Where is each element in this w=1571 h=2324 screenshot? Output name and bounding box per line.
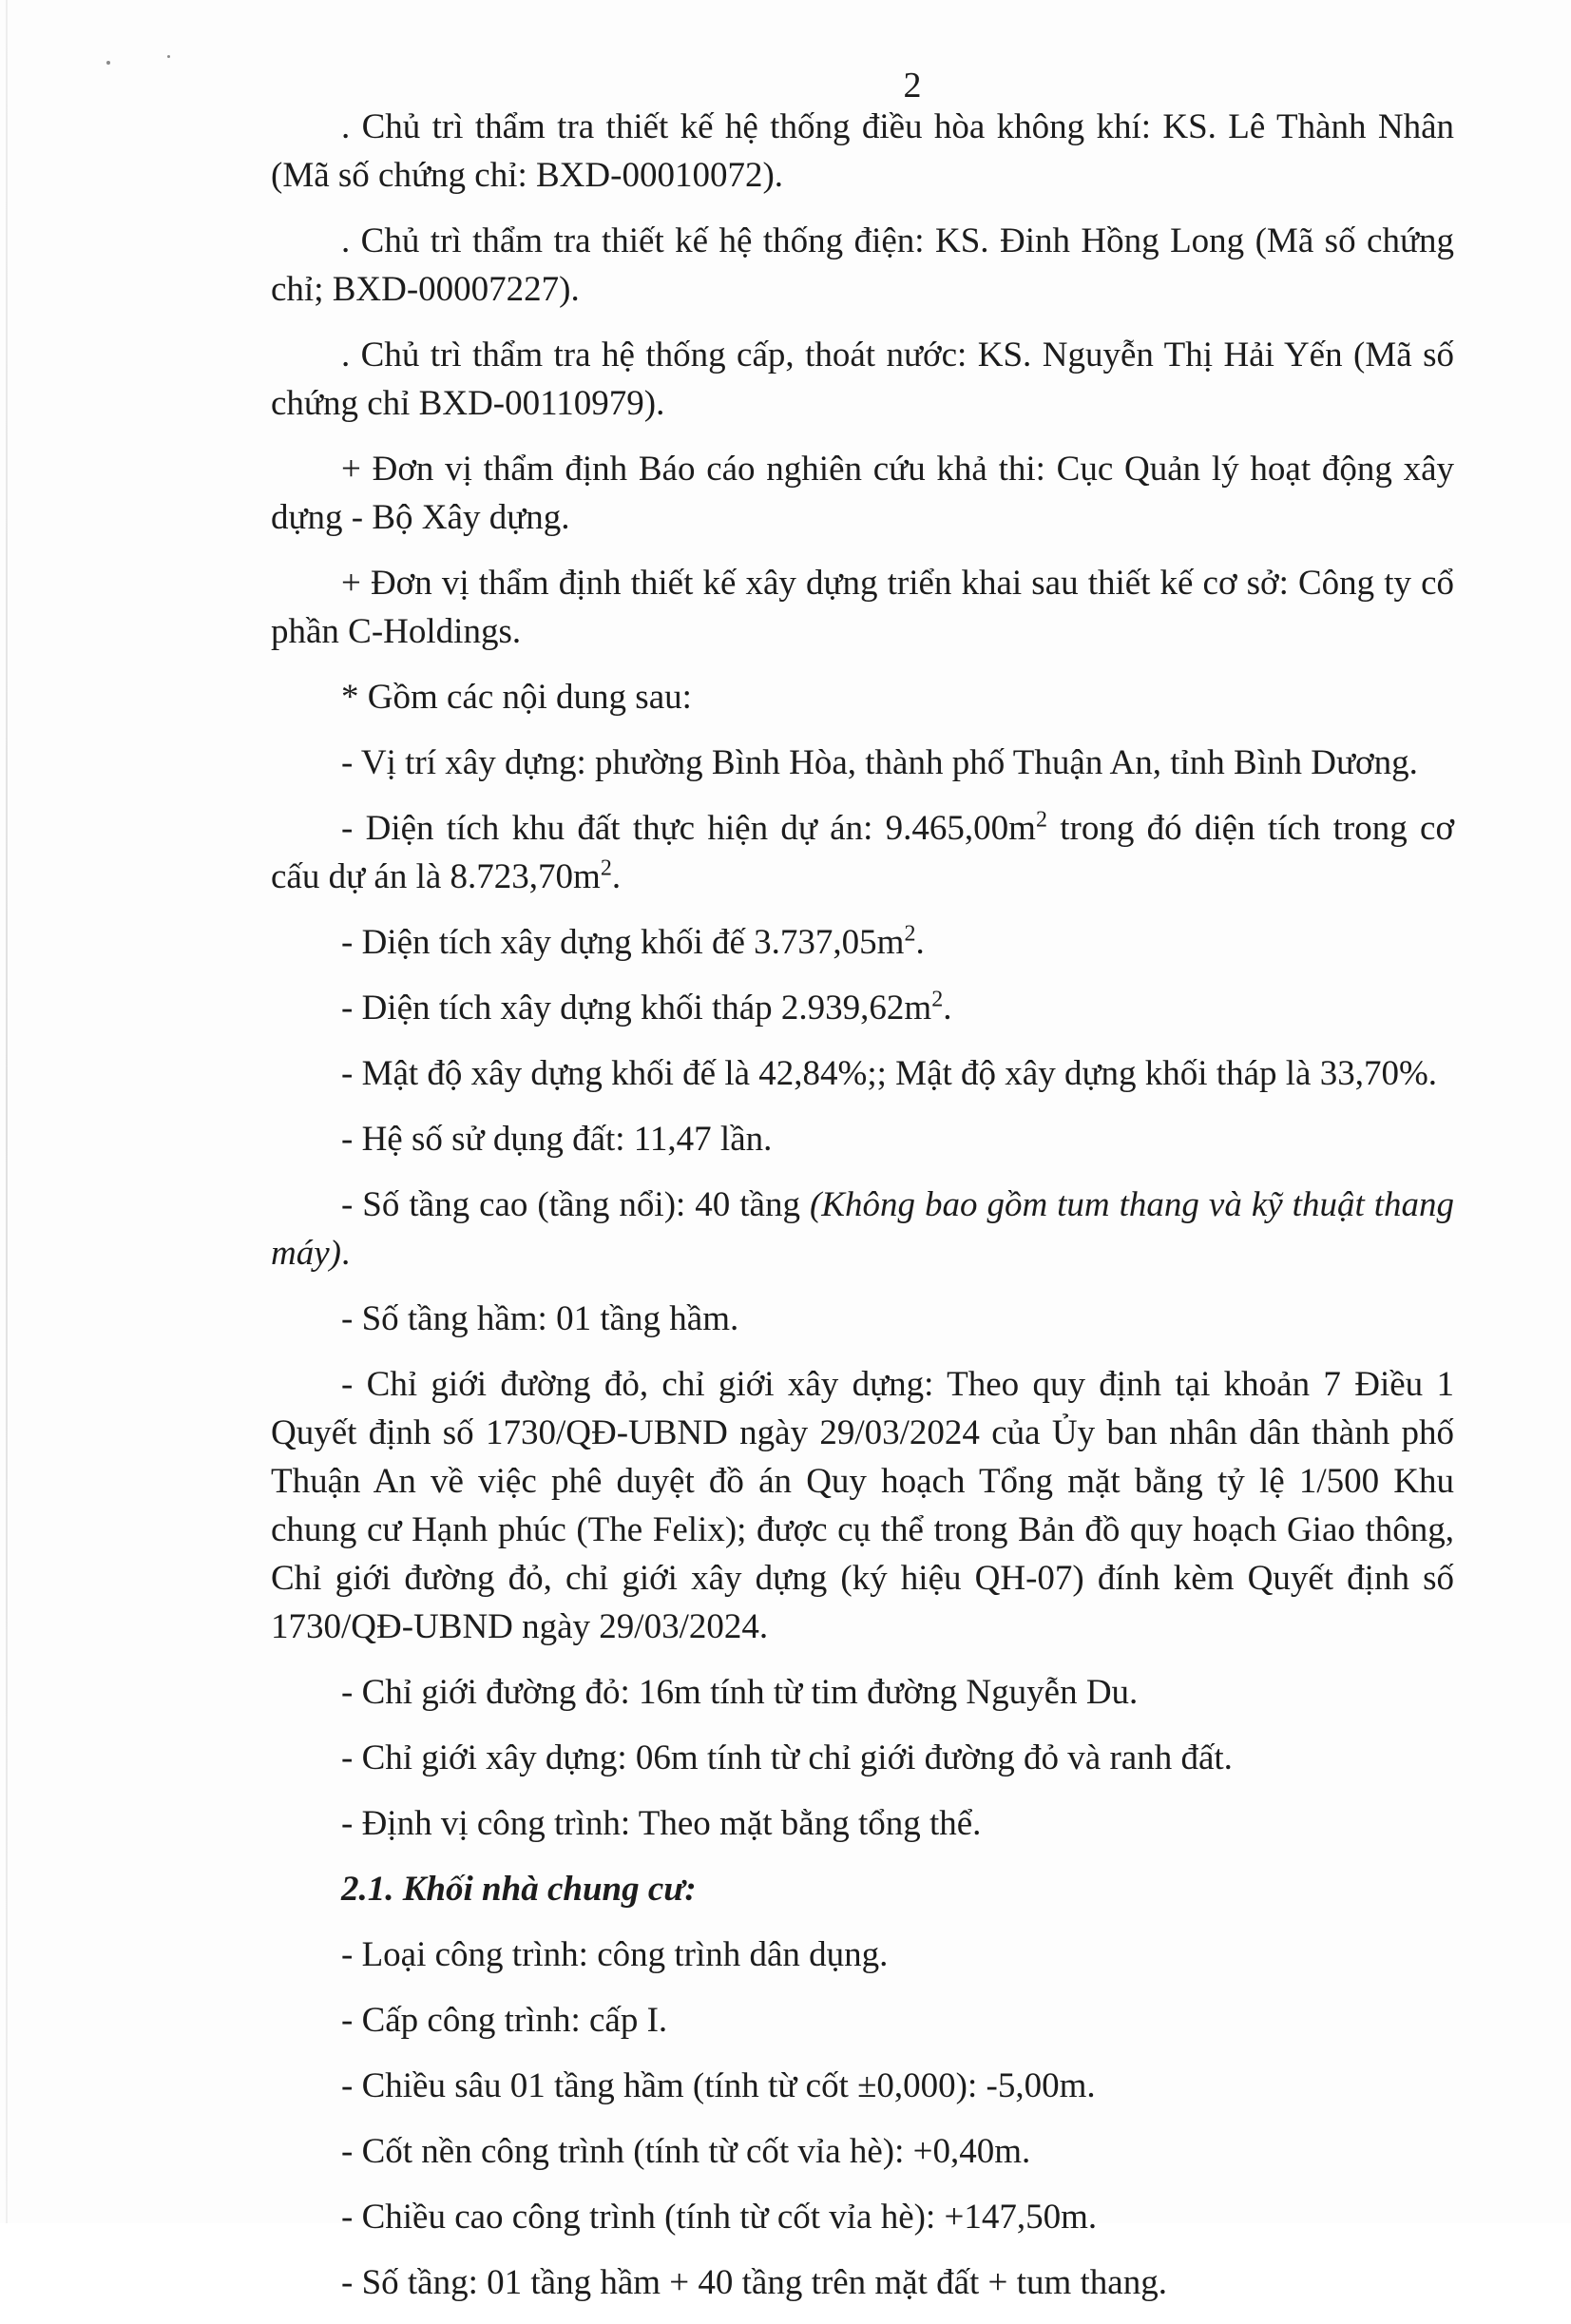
land-area-text-cont: trong đó diện tích trong cơ cấu dự án là 8.723,70m	[271, 809, 1455, 896]
paragraph-basement-depth: - Chiều sâu 01 tầng hầm (tính từ cốt ±0,000): -5,00m.	[341, 2066, 1096, 2105]
paragraph-floor-count	[271, 1181, 1454, 1277]
paragraph-building-height: - Chiều cao công trình (tính từ cốt vỉa hè): +147,50m.	[341, 2198, 1098, 2237]
paragraph-base-area	[271, 918, 1454, 967]
paragraph-building-line: - Chỉ giới xây dựng: 06m tính từ chỉ giới đường đỏ và ranh đất.	[341, 1738, 1233, 1777]
paragraph-floor-level: - Cốt nền công trình (tính từ cốt vỉa hè): +0,40m.	[341, 2132, 1031, 2171]
page-number: 2	[903, 66, 922, 106]
floor-count-note: (Không bao gồm tum thang và kỹ thuật thang máy)	[271, 1185, 1454, 1273]
superscript: 2	[931, 987, 944, 1012]
superscript: 2	[1035, 807, 1047, 833]
section-heading: 2.1. Khối nhà chung cư:	[341, 1870, 697, 1909]
paragraph-building-grade: - Cấp công trình: cấp I.	[341, 2001, 668, 2040]
paragraph-red-line: - Chỉ giới đường đỏ: 16m tính từ tim đường Nguyễn Du.	[341, 1673, 1139, 1712]
period: .	[943, 989, 952, 1028]
period: .	[340, 1234, 351, 1273]
paragraph-positioning: - Định vị công trình: Theo mặt bằng tổng thể.	[341, 1804, 982, 1843]
period: .	[915, 923, 925, 962]
paragraph-plumbing-reviewer: . Chủ trì thẩm tra hệ thống cấp, thoát nước: KS. Nguyễn Thị Hải Yến (Mã số chứng chỉ BXD-00110979).	[271, 336, 1454, 423]
tower-area-text: - Diện tích xây dựng khối tháp 2.939,62m	[341, 989, 932, 1028]
period: .	[611, 857, 622, 896]
superscript: 2	[600, 855, 612, 881]
floor-count-text: - Số tầng cao (tầng nổi): 40 tầng	[341, 1185, 810, 1224]
paragraph-contents-intro: * Gồm các nội dung sau:	[341, 678, 692, 717]
paragraph-electrical-reviewer: . Chủ trì thẩm tra thiết kế hệ thống điện: KS. Đinh Hồng Long (Mã số chứng chỉ; BXD-00007227).	[271, 221, 1454, 309]
paragraph-design-appraiser: + Đơn vị thẩm định thiết kế xây dựng triển khai sau thiết kế cơ sở: Công ty cổ phần C-Holdings.	[271, 564, 1454, 651]
paragraph-land-use-coefficient: - Hệ số sử dụng đất: 11,47 lần.	[341, 1120, 773, 1159]
scan-dot	[167, 55, 170, 58]
paragraph-land-area	[271, 804, 1454, 901]
paragraph-boundary-lines: - Chỉ giới đường đỏ, chỉ giới xây dựng: Theo quy định tại khoản 7 Điều 1 Quyết định số 1730/QĐ-UBND ngày 29/03/2024 của Ủy ban nhân dân thành phố Thuận An về việc phê duyệt đồ án Quy hoạch Tổng mặt bằng tỷ lệ 1/500 Khu chung cư Hạnh phúc (The Felix); được cụ thể trong Bản đồ quy hoạch Giao thông, Chỉ giới đường đỏ, chỉ giới xây dựng (ký hiệu QH-07) đính kèm Quyết định số 1730/QĐ-UBND ngày 29/03/2024.	[271, 1365, 1454, 1646]
land-area-text: - Diện tích khu đất thực hiện dự án: 9.465,00m	[341, 809, 1036, 848]
paragraph-hvac-reviewer: . Chủ trì thẩm tra thiết kế hệ thống điều hòa không khí: KS. Lê Thành Nhân (Mã số chứng chỉ: BXD-00010072).	[271, 107, 1454, 195]
paragraph-density: - Mật độ xây dựng khối đế là 42,84%;; Mật độ xây dựng khối tháp là 33,70%.	[341, 1054, 1438, 1093]
document-body	[271, 103, 1454, 2324]
paragraph-basement-count: - Số tầng hầm: 01 tầng hầm.	[341, 1299, 739, 1338]
paragraph-building-type: - Loại công trình: công trình dân dụng.	[341, 1935, 889, 1974]
scan-left-edge	[6, 0, 8, 2223]
superscript: 2	[904, 921, 916, 947]
base-area-text: - Diện tích xây dựng khối đế 3.737,05m	[341, 923, 905, 962]
paragraph-tower-area	[271, 984, 1454, 1032]
paragraph-location: - Vị trí xây dựng: phường Bình Hòa, thành phố Thuận An, tỉnh Bình Dương.	[341, 743, 1418, 782]
paragraph-feasibility-appraiser: + Đơn vị thẩm định Báo cáo nghiên cứu khả thi: Cục Quản lý hoạt động xây dựng - Bộ Xây dựng.	[271, 450, 1454, 537]
paragraph-storey-summary: - Số tầng: 01 tầng hầm + 40 tầng trên mặt đất + tum thang.	[341, 2263, 1167, 2302]
